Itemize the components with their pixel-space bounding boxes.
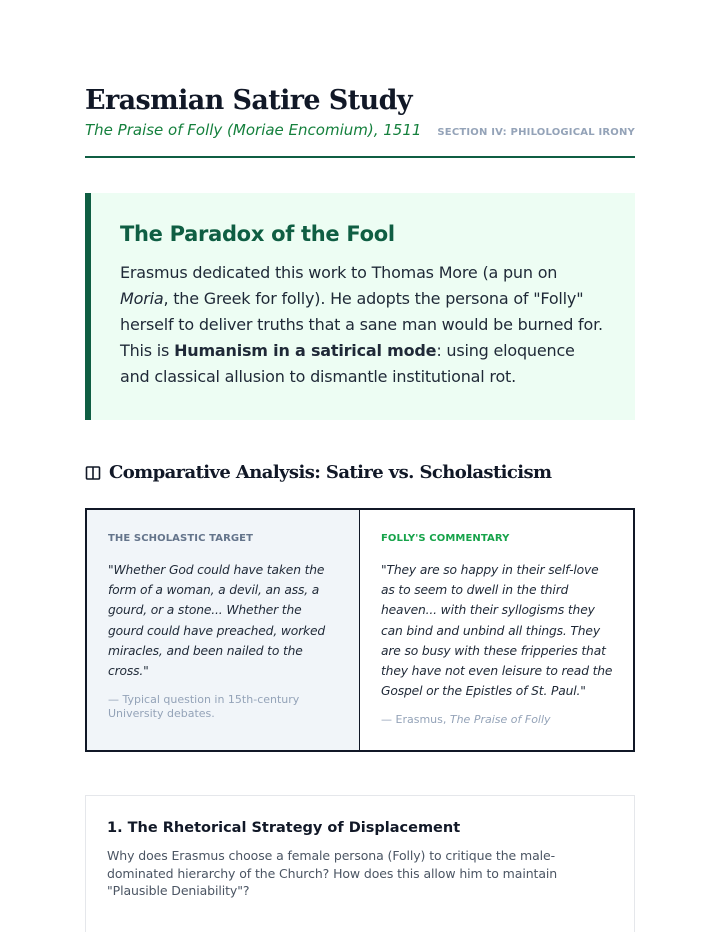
- commentary-quote: "They are so happy in their self-love as to seem to dwell in the third heaven... with their syllogisms they can bind and unbind all things. They are so busy with these fripperies that they have not even leisure to read the Gospel or the Epistles of St. Paul.": [381, 563, 613, 699]
- book-open-icon: [85, 465, 101, 481]
- callout-title: The Paradox of the Fool: [120, 222, 395, 246]
- question-body: Why does Erasmus choose a female persona (Folly) to critique the male-dominated hierarchy of the Church? How does this allow him to maintain "Plausible Deniability"?: [107, 848, 558, 898]
- commentary-label: FOLLY'S COMMENTARY: [381, 533, 510, 544]
- callout-text-1: Erasmus dedicated this work to Thomas More (a pun on: [120, 263, 558, 282]
- comparison-heading: [85, 462, 552, 483]
- callout-strong: Humanism in a satirical mode: [174, 341, 437, 360]
- question-card: [85, 795, 635, 932]
- callout-text-3: : using eloquence and classical allusion to dismantle institutional rot.: [120, 341, 575, 386]
- page: [85, 0, 635, 898]
- scholastic-label: THE SCHOLASTIC TARGET: [108, 533, 254, 544]
- callout-body: [120, 260, 607, 390]
- comparison-table: [85, 508, 635, 752]
- comparison-heading-text: Comparative Analysis: Satire vs. Scholasticism: [109, 462, 552, 483]
- callout-text-2: , the Greek for folly). He adopts the persona of "Folly" herself to deliver truths that a sane man would be burned for. This is: [120, 289, 603, 360]
- page-subtitle: The Praise of Folly (Moriae Encomium), 1511: [85, 121, 422, 139]
- question-title: 1. The Rhetorical Strategy of Displacement: [107, 820, 461, 836]
- page-title: Erasmian Satire Study: [85, 85, 412, 116]
- commentary-attribution-work: The Praise of Folly: [449, 713, 551, 727]
- commentary-column: [360, 510, 633, 750]
- scholastic-column: [87, 510, 360, 750]
- paradox-callout: [85, 193, 635, 420]
- callout-emphasis: Moria: [120, 289, 164, 308]
- commentary-attribution: [381, 713, 613, 727]
- scholastic-attribution: — Typical question in 15th-century University debates.: [108, 693, 300, 721]
- scholastic-quote: "Whether God could have taken the form of a woman, a devil, an ass, a gourd, or a stone... Whether the gourd could have preached, worked miracles, and been nailed to the cross.": [108, 563, 326, 679]
- commentary-attribution-prefix: — Erasmus,: [381, 713, 450, 727]
- section-tag: SECTION IV: PHILOLOGICAL IRONY: [437, 127, 635, 138]
